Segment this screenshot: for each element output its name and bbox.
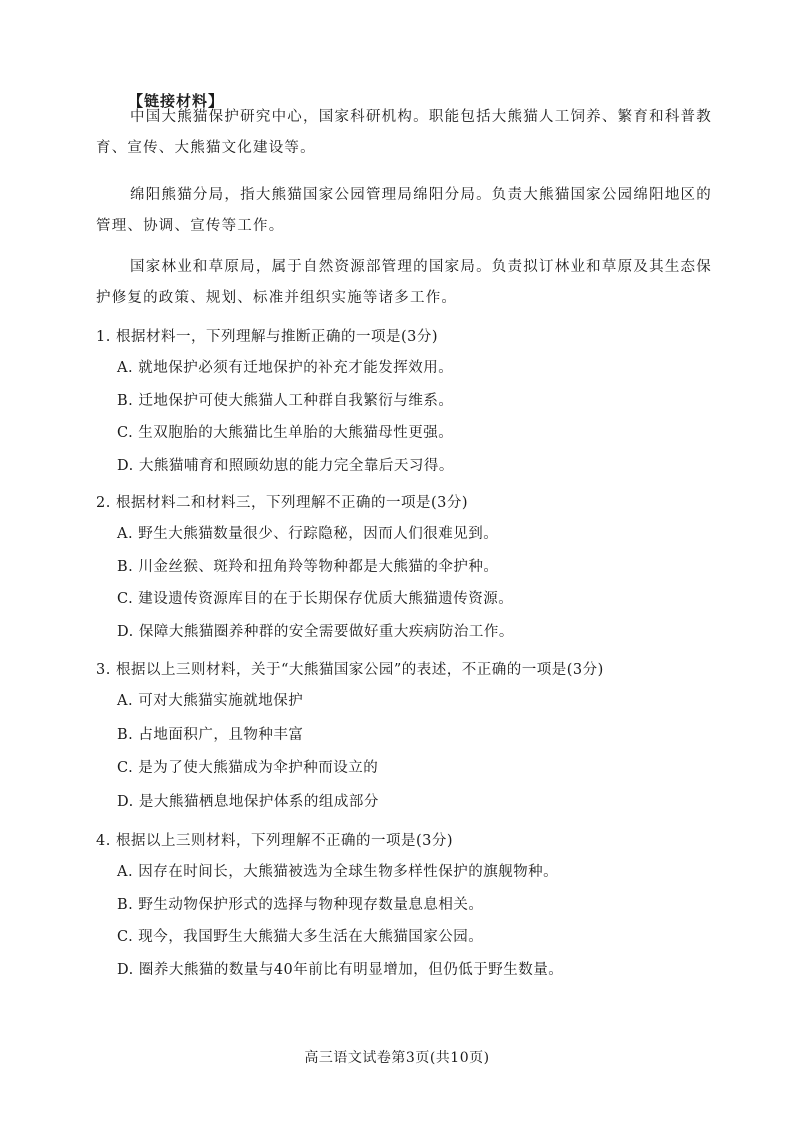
option-c: C. 建设遗传资源库目的在于长期保存优质大熊猫遗传资源。 (117, 591, 514, 607)
material-paragraph-forestry-administration: 国家林业和草原局，属于自然资源部管理的国家局。负责拟订林业和草原及其生态保护修复的政策、规划、标准并组织实施等诸多工作。 (96, 259, 712, 306)
question-3 (96, 655, 736, 819)
question-1 (96, 322, 736, 482)
option-a: A. 就地保护必须有迁地保护的补充才能发挥效用。 (117, 360, 454, 376)
option-d: D. 圈养大熊猫的数量与40年前比有明显增加，但仍低于野生数量。 (117, 961, 564, 978)
page-footer: 高三语文试卷第3页(共10页) (304, 1050, 490, 1066)
option-c: C. 生双胞胎的大熊猫比生单胎的大熊猫母性更强。 (117, 425, 454, 441)
option-b: B. 野生动物保护形式的选择与物种现存数量息息相关。 (117, 896, 484, 913)
option-c: C. 现今，我国野生大熊猫大多生活在大熊猫国家公园。 (117, 929, 484, 945)
option-b: B. 川金丝猴、斑羚和扭角羚等物种都是大熊猫的伞护种。 (117, 558, 499, 575)
option-b: B. 占地面积广，且物种丰富 (117, 726, 304, 743)
option-d: D. 大熊猫哺育和照顾幼崽的能力完全靠后天习得。 (117, 457, 454, 474)
question-stem: 3. 根据以上三则材料，关于“大熊猫国家公园”的表述，不正确的一项是(3分) (96, 662, 604, 678)
link-material-heading: 【链接材料】 (128, 92, 225, 110)
material-paragraph-mianyang-bureau: 绵阳熊猫分局，指大熊猫国家公园管理局绵阳分局。负责大熊猫国家公园绵阳地区的管理、协调、宣传等工作。 (96, 187, 712, 234)
question-4 (96, 826, 736, 986)
option-a: A. 野生大熊猫数量很少、行踪隐秘，因而人们很难见到。 (117, 526, 499, 542)
option-a: A. 因存在时间长，大熊猫被选为全球生物多样性保护的旗舰物种。 (117, 864, 559, 880)
question-stem: 1. 根据材料一，下列理解与推断正确的一项是(3分) (96, 329, 438, 345)
material-paragraph-research-center: 中国大熊猫保护研究中心，国家科研机构。职能包括大熊猫人工饲养、繁育和科普教育、宣传、大熊猫文化建设等。 (96, 109, 712, 156)
option-b: B. 迁地保护可使大熊猫人工种群自我繁衍与维系。 (117, 392, 454, 409)
option-d: D. 保障大熊猫圈养种群的安全需要做好重大疾病防治工作。 (117, 623, 514, 640)
option-a: A. 可对大熊猫实施就地保护 (117, 693, 304, 709)
question-stem: 4. 根据以上三则材料，下列理解不正确的一项是(3分) (96, 833, 453, 849)
question-2 (96, 488, 736, 648)
option-d: D. 是大熊猫栖息地保护体系的组成部分 (117, 793, 379, 810)
option-c: C. 是为了使大熊猫成为伞护种而设立的 (117, 760, 379, 776)
question-stem: 2. 根据材料二和材料三，下列理解不正确的一项是(3分) (96, 495, 468, 511)
